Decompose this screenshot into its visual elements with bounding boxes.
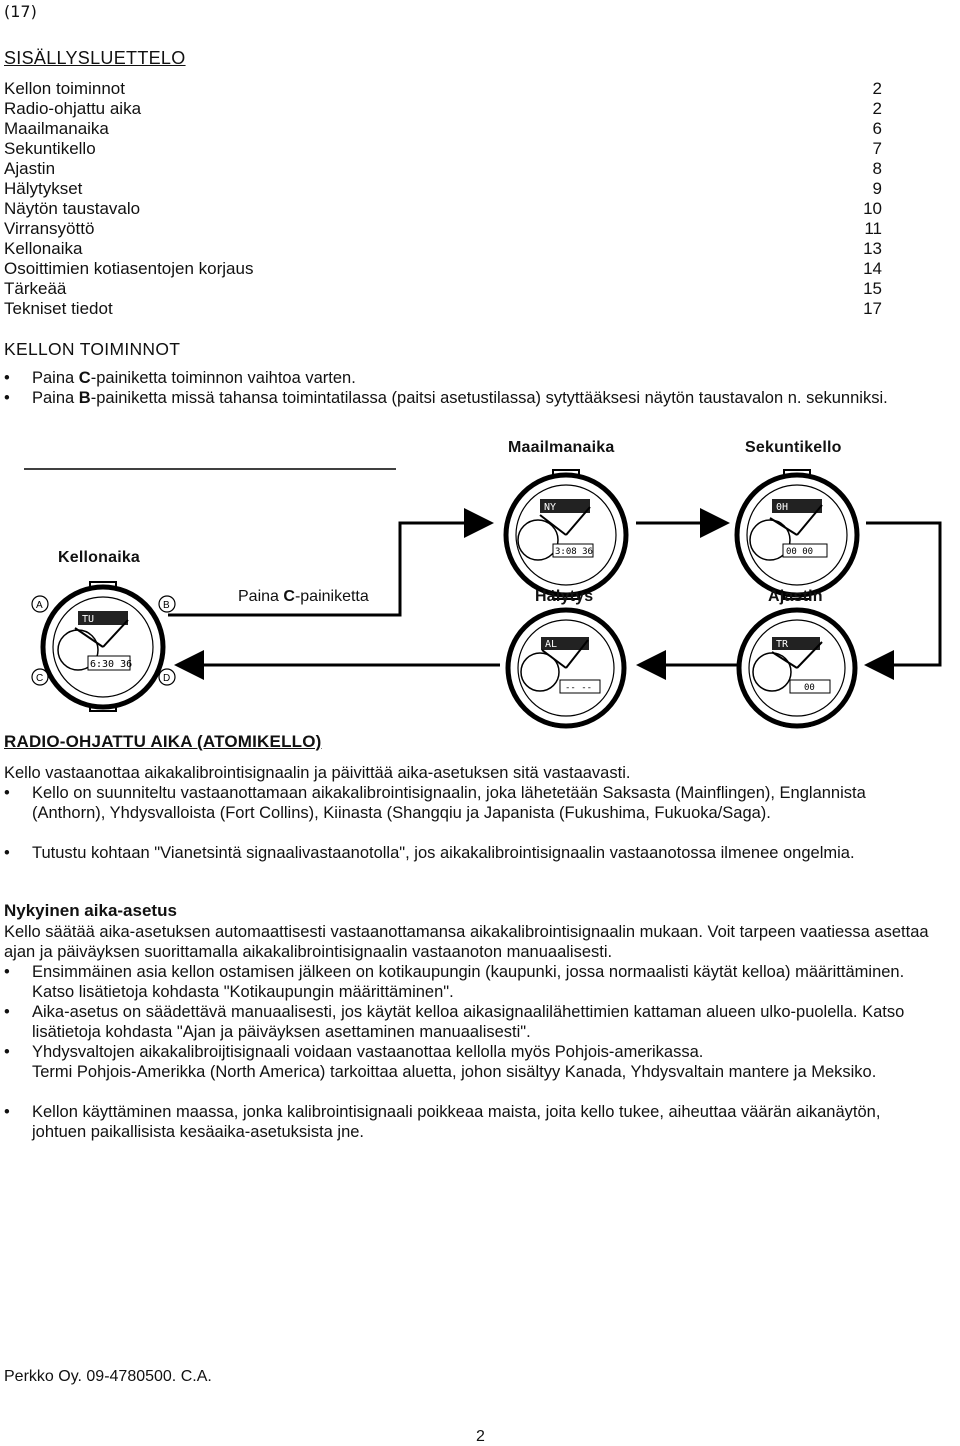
svg-text:00: 00 <box>804 683 815 693</box>
alarm-watch <box>508 610 624 726</box>
svg-text:TR: TR <box>776 639 789 650</box>
paragraph: Kello vastaanottaa aikakalibrointisignaalin ja päivittää aika-asetuksen sitä vastaavasti. <box>4 764 631 782</box>
svg-text:-- --: -- -- <box>565 683 593 693</box>
list-item: • Aika-asetus on säädettävä manuaalisesti, jos käytät kelloa aikasignaalilähettimien kattaman alueen ulko-puolella. Katso lisätietoja kohdasta "Ajan ja päiväyksen asettaminen manuaalisesti". <box>4 1003 905 1041</box>
bullet: • <box>4 1043 10 1061</box>
toc-row: Tärkeää 15 <box>4 279 882 298</box>
svg-text:C: C <box>36 673 44 684</box>
label-stopwatch: Sekuntikello <box>745 439 842 456</box>
svg-text:AL: AL <box>545 639 558 650</box>
section-title-nykyinen: Nykyinen aika-asetus <box>4 901 177 920</box>
toc-title: SISÄLLYSLUETTELO <box>4 48 186 68</box>
timer-watch <box>739 610 855 726</box>
svg-text:TU: TU <box>82 614 95 625</box>
toc-row: Radio-ohjattu aika 2 <box>4 99 882 118</box>
label-world-time: Maailmanaika <box>508 439 615 456</box>
svg-text:6:30 36: 6:30 36 <box>90 659 133 670</box>
label-timekeeping: Kellonaika <box>58 549 141 566</box>
list-item: • Paina C-painiketta toiminnon vaihtoa varten. <box>4 369 356 387</box>
toc-row: Kellonaika 13 <box>4 239 882 258</box>
world-time-watch <box>506 470 626 599</box>
svg-text:D: D <box>163 673 171 684</box>
list-item: • Kellon käyttäminen maassa, jonka kalibrointisignaali poikkeaa maista, joita kello tukee, aiheuttaa väärän aikanäytön, johtuen paikallisista kesäaika-asetuksista jne. <box>4 1103 881 1141</box>
svg-text:00 00: 00 00 <box>786 547 814 557</box>
arrow-to-timer <box>866 523 940 665</box>
list-item: • Ensimmäinen asia kellon ostamisen jälkeen on kotikaupungin (kaupunki, jossa normaalisti käytät kelloa) määrittäminen. Katso lisätietoja kohdasta "Kotikaupungin määrittäminen". <box>4 963 905 1001</box>
list-item: • Yhdysvaltojen aikakalibroijtisignaali voidaan vastaanottaa kellolla myös Pohjois-amerikassa. <box>4 1043 704 1061</box>
paragraph: Kello säätää aika-asetuksen automaattisesti vastaanottamansa aikakalibrointisignaalin mukaan. Voit tarpeen vaatiessa asettaa ajan ja päiväyksen suorittamalla aikakalibrointisignaalin vastaanoton manuaalisesti. <box>4 923 929 961</box>
toc-row: Kellon toiminnot 2 <box>4 79 882 98</box>
toc-row: Osoittimien kotiasentojen korjaus 14 <box>4 259 882 278</box>
page-reference: (17) <box>4 2 37 21</box>
list-item: • Paina B-painiketta missä tahansa toimintatilassa (paitsi asetustilassa) sytyttääksesi näytön taustavalon n. sekunniksi. <box>4 389 888 407</box>
label-timer: Ajastin <box>768 588 823 605</box>
bullet: • <box>4 389 10 407</box>
bullet: • <box>4 784 10 802</box>
svg-text:B: B <box>163 600 170 611</box>
svg-text:0H: 0H <box>776 502 789 513</box>
list-item-continuation: Termi Pohjois-Amerikka (North America) tarkoittaa aluetta, johon sisältyy Kanada, Yhdysvaltain mantere ja Meksiko. <box>32 1063 877 1081</box>
section-title-kellon: KELLON TOIMINNOT <box>4 339 181 359</box>
svg-text:A: A <box>36 600 43 611</box>
toc-row: Virransyöttö 11 <box>4 219 882 238</box>
list-item: • Tutustu kohtaan "Vianetsintä signaalivastaanotolla", jos aikakalibrointisignaalin vastaanotossa ilmenee ongelmia. <box>4 844 855 862</box>
bullet: • <box>4 963 10 981</box>
toc-row: Ajastin 8 <box>4 159 882 178</box>
toc-row: Sekuntikello 7 <box>4 139 882 158</box>
section-title-radio: RADIO-OHJATTU AIKA (ATOMIKELLO) <box>4 732 322 751</box>
label-alarm: Hälytys <box>535 588 594 605</box>
list-item: • Kello on suunniteltu vastaanottamaan aikakalibrointisignaalin, joka lähetetään Saksasta (Mainflingen), Englannista (Anthorn), Yhdysvalloista (Fort Collins), Kiinasta (Shangqiu ja Japanista (Fukushima, Fukuoka/Saga). <box>4 784 866 822</box>
toc-row: Tekniset tiedot 17 <box>4 299 882 318</box>
bullet: • <box>4 1003 10 1021</box>
toc-row: Hälytykset 9 <box>4 179 882 198</box>
label-press-c: Paina C-painiketta <box>238 588 369 605</box>
stopwatch-watch <box>737 470 857 599</box>
bullet: • <box>4 844 10 862</box>
svg-text:3:08 36: 3:08 36 <box>555 547 593 557</box>
timekeeping-watch <box>32 582 175 711</box>
page-number: 2 <box>476 1428 485 1445</box>
toc-row: Näytön taustavalo 10 <box>4 199 882 218</box>
svg-text:NY: NY <box>544 502 557 513</box>
bullet: • <box>4 1103 10 1121</box>
toc-row: Maailmanaika 6 <box>4 119 882 138</box>
bullet: • <box>4 369 10 387</box>
footer-company: Perkko Oy. 09-4780500. C.A. <box>4 1368 212 1385</box>
